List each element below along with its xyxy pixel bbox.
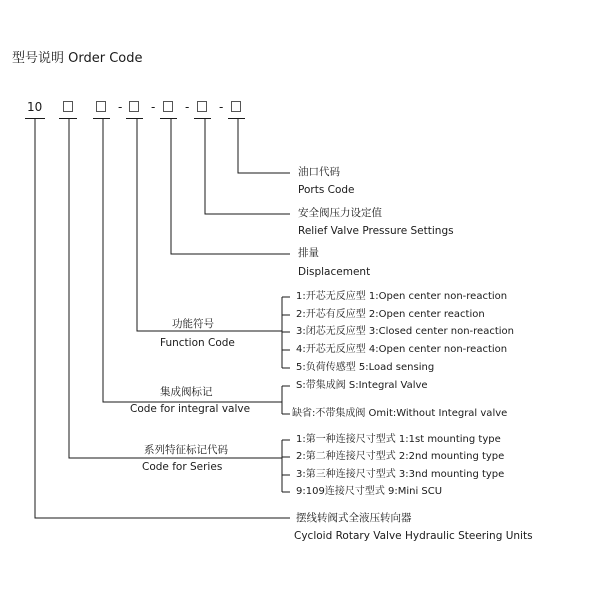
series-option: 3:第三种连接尺寸型式 3:3nd mounting type bbox=[296, 469, 505, 480]
series-option: 1:第一种连接尺寸型式 1:1st mounting type bbox=[296, 434, 501, 445]
function-label-cn: 功能符号 bbox=[172, 318, 214, 330]
integral-label-cn: 集成阀标记 bbox=[160, 386, 213, 398]
leader-integral bbox=[103, 119, 246, 402]
function-option: 2:开芯有反应型 2:Open center reaction bbox=[296, 309, 485, 320]
function-option: 3:闭芯无反应型 3:Closed center non-reaction bbox=[296, 326, 514, 337]
function-option: 1:开芯无反应型 1:Open center non-reaction bbox=[296, 291, 508, 302]
ports-label-en: Ports Code bbox=[298, 184, 355, 196]
integral-option: S:带集成阀 S:Integral Valve bbox=[296, 380, 428, 391]
ports-label-cn: 油口代码 bbox=[298, 166, 340, 178]
series-option: 9:109连接尺寸型式 9:Mini SCU bbox=[296, 486, 443, 497]
leader-displacement bbox=[171, 119, 290, 254]
series-option: 2:第二种连接尺寸型式 2:2nd mounting type bbox=[296, 451, 505, 462]
product-label-en: Cycloid Rotary Valve Hydraulic Steering Units bbox=[294, 530, 533, 542]
displacement-label-cn: 排量 bbox=[298, 247, 319, 259]
series-label-en: Code for Series bbox=[142, 461, 223, 473]
function-option: 5:负荷传感型 5:Load sensing bbox=[296, 362, 435, 373]
code-prefix: 10 bbox=[27, 100, 43, 114]
relief-label-cn: 安全阀压力设定值 bbox=[298, 207, 382, 219]
code-separator: - bbox=[151, 100, 156, 114]
code-separator: - bbox=[219, 100, 224, 114]
leader-relief bbox=[205, 119, 290, 214]
integral-label-en: Code for integral valve bbox=[130, 403, 251, 415]
displacement-label-en: Displacement bbox=[298, 266, 371, 278]
leader-function bbox=[137, 119, 254, 331]
code-separator: - bbox=[118, 100, 123, 114]
code-separator: - bbox=[185, 100, 190, 114]
relief-label-en: Relief Valve Pressure Settings bbox=[298, 225, 454, 237]
leader-ports bbox=[238, 119, 290, 173]
function-option: 4:开芯无反应型 4:Open center non-reaction bbox=[296, 344, 508, 355]
function-label-en: Function Code bbox=[160, 337, 235, 349]
integral-option: 缺省:不带集成阀 Omit:Without Integral valve bbox=[292, 408, 508, 419]
series-label-cn: 系列特征标记代码 bbox=[144, 444, 228, 456]
product-label-cn: 摆线转阀式全液压转向器 bbox=[296, 512, 412, 524]
page-title: 型号说明 Order Code bbox=[12, 51, 143, 66]
